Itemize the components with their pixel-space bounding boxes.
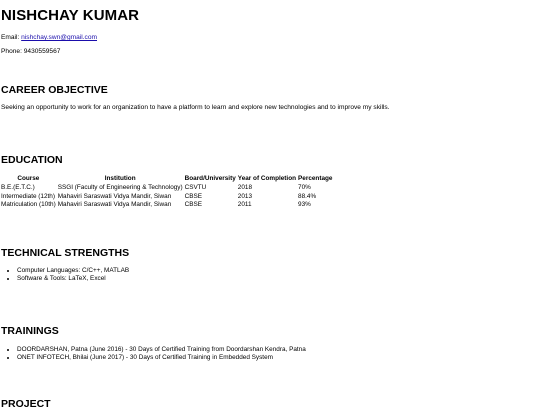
list-item: • Software & Tools: LaTeX, Excel [17, 275, 129, 283]
column-header-percentage: Percentage [298, 175, 333, 182]
institution-cell: Mahaviri Saraswati Vidya Mandir, Siwan [57, 201, 172, 209]
email-label: Email: [1, 34, 20, 41]
career-objective-text: Seeking an opportunity to work for an organization to have a platform to learn and explore new technologies and to improve my skills. [1, 104, 390, 111]
column-header-course: Course [17, 175, 40, 182]
phone-line [1, 48, 60, 55]
course-cell: Intermediate (12th) [1, 192, 55, 200]
career-objective-heading: CAREER OBJECTIVE [1, 84, 108, 96]
table-row [0, 184, 333, 193]
list-item: • Computer Languages: C/C++, MATLAB [17, 267, 129, 275]
technical-strengths-list [0, 267, 129, 283]
year-cell: 2013 [237, 192, 252, 200]
percentage-cell: 88.4% [298, 192, 317, 200]
table-row [0, 193, 333, 202]
course-cell: Matriculation (10th) [1, 201, 56, 209]
education-header-row [0, 175, 333, 184]
education-heading: EDUCATION [1, 154, 63, 166]
board-cell: CSVTU [184, 183, 207, 191]
list-item: • ONET INFOTECH, Bhilai (June 2017) - 30 Days of Certified Training in Embedded System [17, 354, 306, 362]
column-header-institution: Institution [104, 175, 136, 182]
percentage-cell: 70% [298, 183, 311, 191]
list-item: • DOORDARSHAN, Patna (June 2016) - 30 Days of Certified Training from Doordarshan Kendra, Patna [17, 346, 306, 354]
candidate-name: NISHCHAY KUMAR [1, 7, 140, 24]
email-line [1, 34, 97, 41]
board-cell: CBSE [184, 201, 203, 209]
project-heading: PROJECT [1, 398, 51, 410]
institution-cell: SSGI (Faculty of Engineering & Technology) [57, 183, 183, 191]
column-header-board: Board/University [184, 175, 236, 182]
year-cell: 2011 [237, 201, 252, 209]
trainings-list [0, 346, 306, 362]
board-cell: CBSE [184, 192, 203, 200]
course-cell: B.E.(E.T.C.) [1, 183, 35, 191]
table-row [0, 201, 333, 210]
technical-strengths-heading: TECHNICAL STRENGTHS [1, 247, 130, 259]
phone-label: Phone: [1, 48, 22, 55]
phone-value: 9430559567 [23, 48, 61, 55]
institution-cell: Mahaviri Saraswati Vidya Mandir, Siwan [57, 192, 172, 200]
year-cell: 2018 [237, 183, 252, 191]
email-link[interactable]: nishchay.swn@gmail.com [21, 34, 98, 41]
trainings-heading: TRAININGS [1, 325, 59, 337]
education-table [0, 175, 333, 210]
column-header-year: Year of Completion [237, 175, 297, 182]
percentage-cell: 93% [298, 201, 311, 209]
